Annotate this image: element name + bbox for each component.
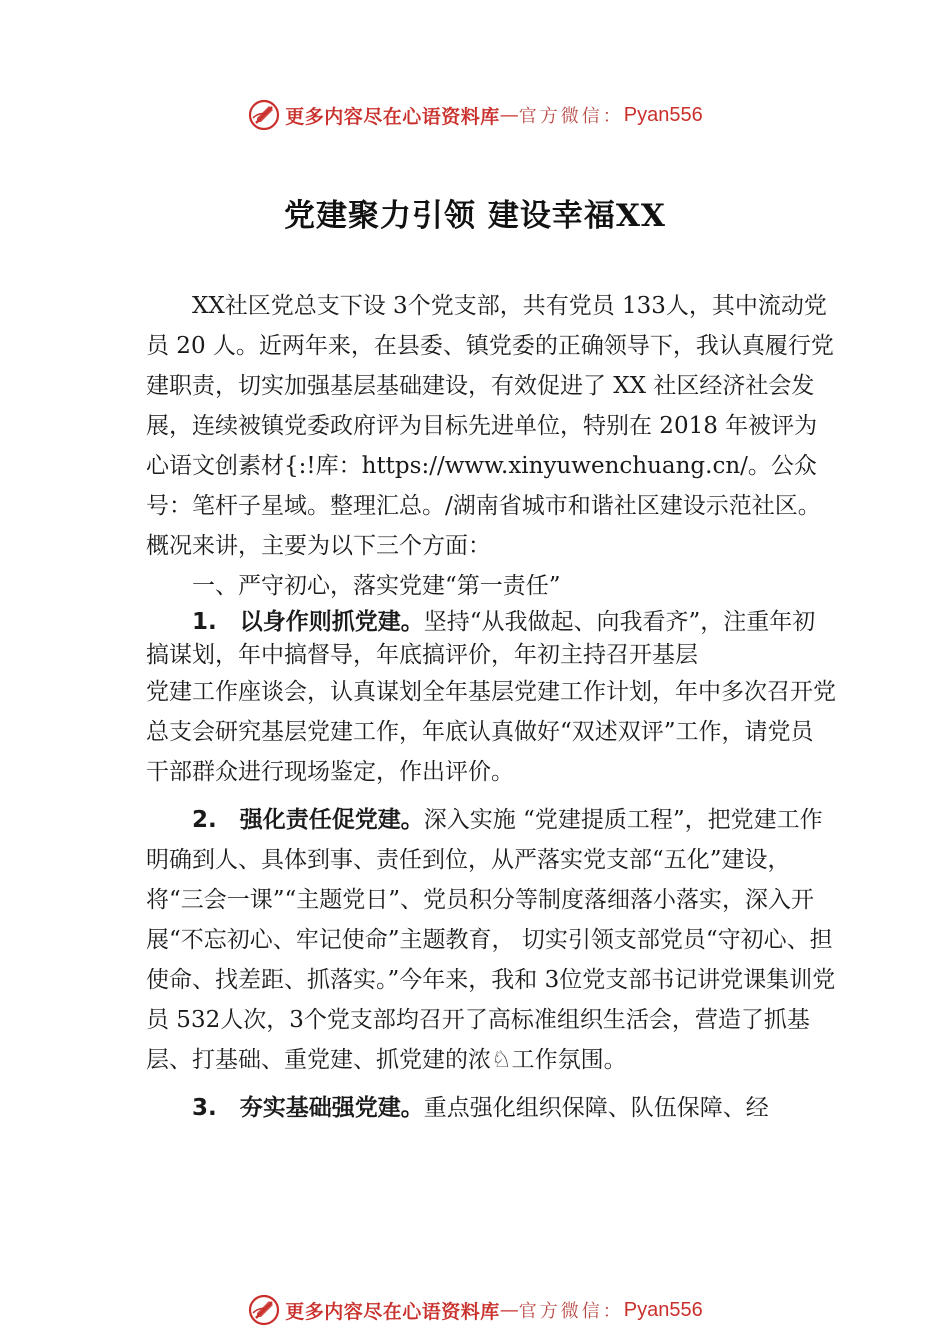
intro-paragraph: XX社区党总支下设 3个党支部，共有党员 133人，其中流动党员 20 人。近两年来，在县委、镇党委的正确领导下，我认真履行党建职责，切实加强基层基础建设，有效促进了 XX 社区经济社会发展，连续被镇党委政府评为目标先进单位，特别在 2018 年被评为心语文创素材{:!库：https://www.xinyuwenchuang.cn/。公众号：笔杆子星域。整理汇总。/湖南省城市和谐社区建设示范社区。概况来讲，主要为以下三个方面： <box>146 293 834 559</box>
item1-lead: 1. 以身作则抓党建。 <box>192 609 424 635</box>
banner-wechat-id: Pyan556 <box>623 103 703 126</box>
banner-wechat-label: 官方微信： <box>518 106 624 127</box>
pen-logo-icon <box>247 1293 281 1327</box>
item1-paragraph-b: 党建工作座谈会，认真谋划全年基层党建工作计划，年中多次召开党总支会研究基层党建工作，年底认真做好“双述双评”工作，请党员干部群众进行现场鉴定，作出评价。 <box>146 679 836 785</box>
footer-separator: — <box>499 1299 519 1321</box>
item2-text: 深入实施 “党建提质工程”，把党建工作明确到人、具体到事、责任到位，从严落实党支部“五化”建设，将“三会一课”“主题党日”、党员积分等制度落细落小落实，深入开展“不忘初心、牢记使命”主题教育， 切实引领支部党员“守初心、担使命、找差距、抓落实。”今年来，我和 3位党支部书记讲党课集训党员 532人次，3个党支部均召开了高标准组织生活会，营造了抓基层、打基础、重党建、抓党建的浓♘工作氛围。 <box>146 807 836 1073</box>
item3-lead: 3. 夯实基础强党建。 <box>192 1095 424 1121</box>
document-title: 党建聚力引领 建设幸福XX <box>284 198 666 234</box>
footer-slogan: 更多内容尽在心语资料库 <box>285 1300 500 1323</box>
header-banner <box>0 95 950 135</box>
banner-slogan: 更多内容尽在心语资料库 <box>285 105 500 128</box>
item3-paragraph <box>146 1088 836 1128</box>
pen-logo-icon <box>247 98 281 132</box>
footer-banner <box>0 1290 950 1330</box>
item2-lead: 2. 强化责任促党建。 <box>192 807 424 833</box>
item1-text-a: 坚持“从我做起、向我看齐”，注重年初搞谋划，年中搞督导，年底搞评价，年初主持召开基层 <box>146 609 816 668</box>
section1-heading: 一、严守初心，落实党建“第一责任” <box>192 573 561 599</box>
item2-paragraph <box>146 800 836 1080</box>
banner-separator: — <box>499 104 519 126</box>
item3-text: 重点强化组织保障、队伍保障、经 <box>423 1095 769 1121</box>
footer-wechat-id: Pyan556 <box>623 1298 703 1321</box>
document-body <box>146 286 836 1128</box>
item1-paragraph-a <box>146 606 836 672</box>
footer-wechat-label: 官方微信： <box>518 1301 624 1322</box>
